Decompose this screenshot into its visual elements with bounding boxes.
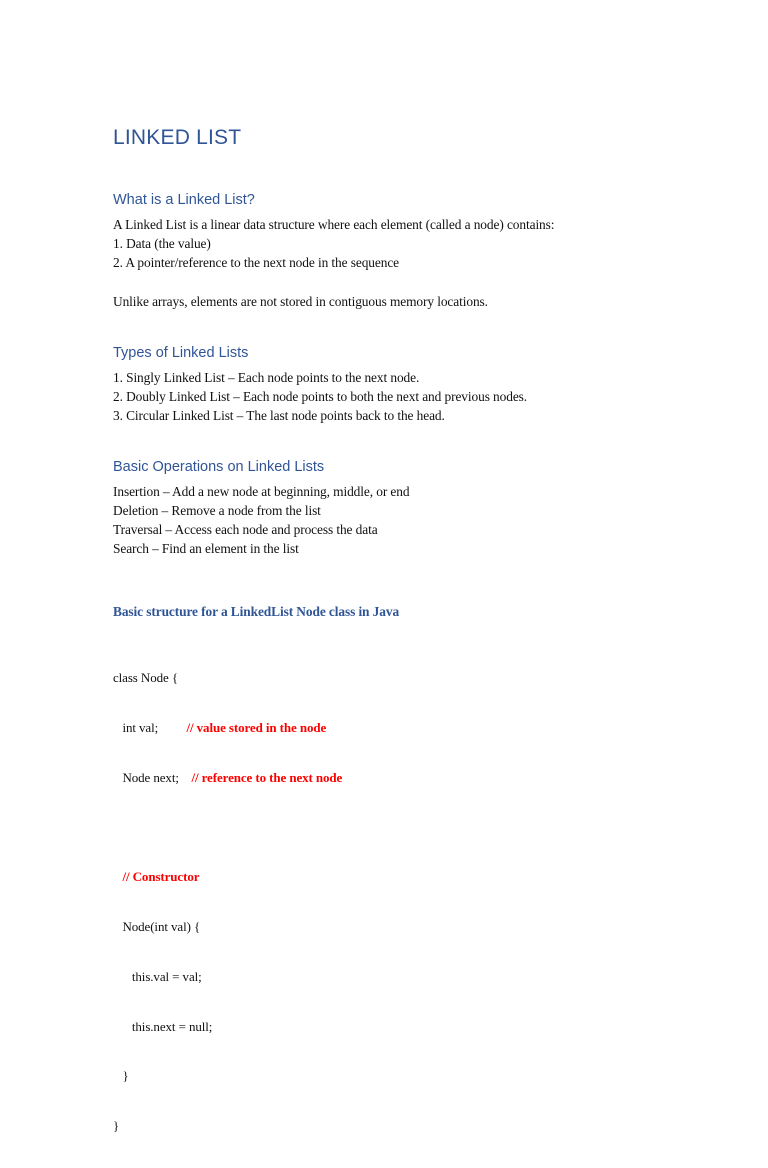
type-singly: 1. Singly Linked List – Each node points to the next node. — [113, 370, 420, 385]
java-code-block — [113, 637, 342, 1168]
code-line-assign-val: this.val = val; — [113, 968, 202, 984]
operation-deletion: Deletion – Remove a node from the list — [113, 503, 321, 518]
heading-types-of-linked-lists: Types of Linked Lists — [113, 345, 249, 361]
operation-traversal: Traversal – Access each node and process the data — [113, 522, 378, 537]
code-next-decl: Node next; — [113, 769, 192, 785]
definition-line: A Linked List is a linear data structure where each element (called a node) contains: — [113, 217, 555, 232]
type-doubly: 2. Doubly Linked List – Each node points to both the next and previous nodes. — [113, 389, 528, 404]
code-val-decl: int val; — [113, 719, 187, 735]
document-title: LINKED LIST — [113, 126, 242, 149]
code-comment-val: // value stored in the node — [186, 719, 327, 735]
operation-insertion: Insertion – Add a new node at beginning, middle, or end — [113, 484, 410, 499]
heading-basic-operations: Basic Operations on Linked Lists — [113, 459, 325, 475]
code-line-constructor-sig: Node(int val) { — [113, 919, 201, 935]
code-line-assign-next: this.next = null; — [113, 1018, 213, 1034]
operation-search: Search – Find an element in the list — [113, 541, 299, 556]
type-circular: 3. Circular Linked List – The last node points back to the head. — [113, 408, 445, 423]
code-line-close-class: } — [113, 1118, 120, 1134]
code-line-close-constructor: } — [113, 1068, 129, 1084]
code-line-constructor-comment — [113, 869, 342, 886]
code-line-blank — [113, 820, 342, 837]
list-item-data: 1. Data (the value) — [113, 236, 211, 251]
code-comment-constructor: // Constructor — [122, 869, 200, 885]
code-line-val-field — [113, 720, 342, 737]
code-line-next-field — [113, 770, 342, 787]
heading-what-is-linked-list: What is a Linked List? — [113, 192, 255, 208]
heading-java-node-class: Basic structure for a LinkedList Node class in Java — [113, 604, 400, 619]
list-item-pointer: 2. A pointer/reference to the next node in the sequence — [113, 255, 400, 270]
code-line-class-decl: class Node { — [113, 670, 178, 686]
arrays-comparison-line: Unlike arrays, elements are not stored in contiguous memory locations. — [113, 294, 488, 309]
code-comment-next: // reference to the next node — [191, 769, 343, 785]
